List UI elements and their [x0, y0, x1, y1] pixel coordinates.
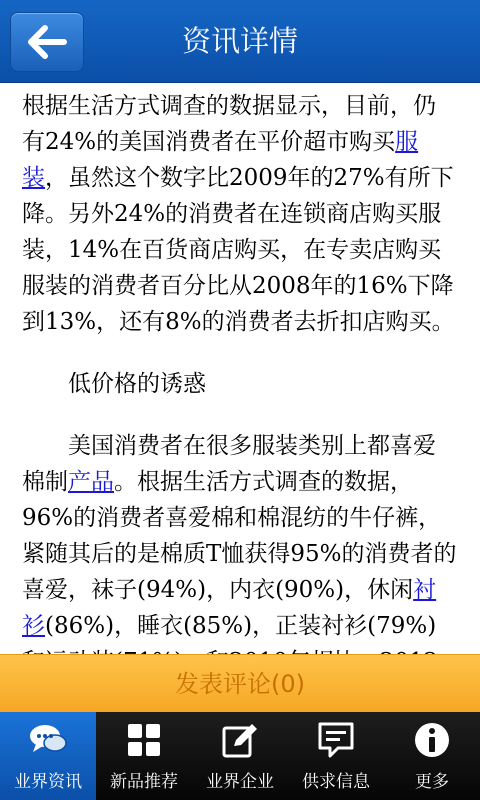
chat-bubbles-icon: [28, 720, 68, 760]
link-products[interactable]: 产品: [68, 469, 114, 495]
article-content[interactable]: [0, 84, 480, 654]
article-body: [22, 88, 458, 742]
tab-new-products[interactable]: [96, 712, 192, 800]
info-icon: [412, 720, 452, 760]
tab-industry-companies[interactable]: [192, 712, 288, 800]
article-paragraph-1: [22, 88, 458, 340]
header-bar: [0, 0, 480, 83]
paragraph-text: (86%)，睡衣(85%)，正装衬衫(79%): [45, 613, 437, 639]
message-icon: [316, 720, 356, 760]
link-clothing[interactable]: 服装: [22, 129, 419, 191]
edit-icon: [220, 720, 260, 760]
tab-label: 供求信息: [302, 772, 370, 792]
tab-industry-news[interactable]: [0, 712, 96, 800]
grid-icon: [124, 720, 164, 760]
tab-label: 业界资讯: [14, 772, 82, 792]
paragraph-text: ，虽然这个数字比2009年的27%有所下降。另外24%的消费者在连锁商店购买服装，14%在百货商店购买，在专卖店购买服装的消费者百分比从2008年的16%下降到13%，还有8%的消费者去折扣店购买。: [22, 165, 455, 335]
paragraph-text: 根据生活方式调查的数据显示，目前，仍有24%的美国消费者在平价超市购买: [22, 93, 436, 155]
bottom-tab-bar: [0, 712, 480, 800]
tab-label: 新品推荐: [110, 772, 178, 792]
tab-label: 更多: [415, 772, 449, 792]
paragraph-text: 。根据生活方式调查的数据，96%的消费者喜爱棉和棉混纺的牛仔裤，紧随其后的是棉质T恤获得95%的消费者的喜爱，袜子(94%)，内衣(90%)，休闲: [22, 469, 457, 603]
paragraph-text: 美国消费者在很多服装类别上都喜爱棉制: [22, 433, 436, 495]
tab-supply-demand[interactable]: [288, 712, 384, 800]
page-title: 资讯详情: [181, 24, 298, 58]
tab-more[interactable]: [384, 712, 480, 800]
post-comment-button[interactable]: 发表评论(0): [175, 670, 305, 698]
comment-bar: [0, 654, 480, 713]
article-subheading: 低价格的诱惑: [68, 371, 206, 397]
tab-label: 业界企业: [206, 772, 274, 792]
link-shirts[interactable]: 衬衫: [22, 577, 437, 639]
